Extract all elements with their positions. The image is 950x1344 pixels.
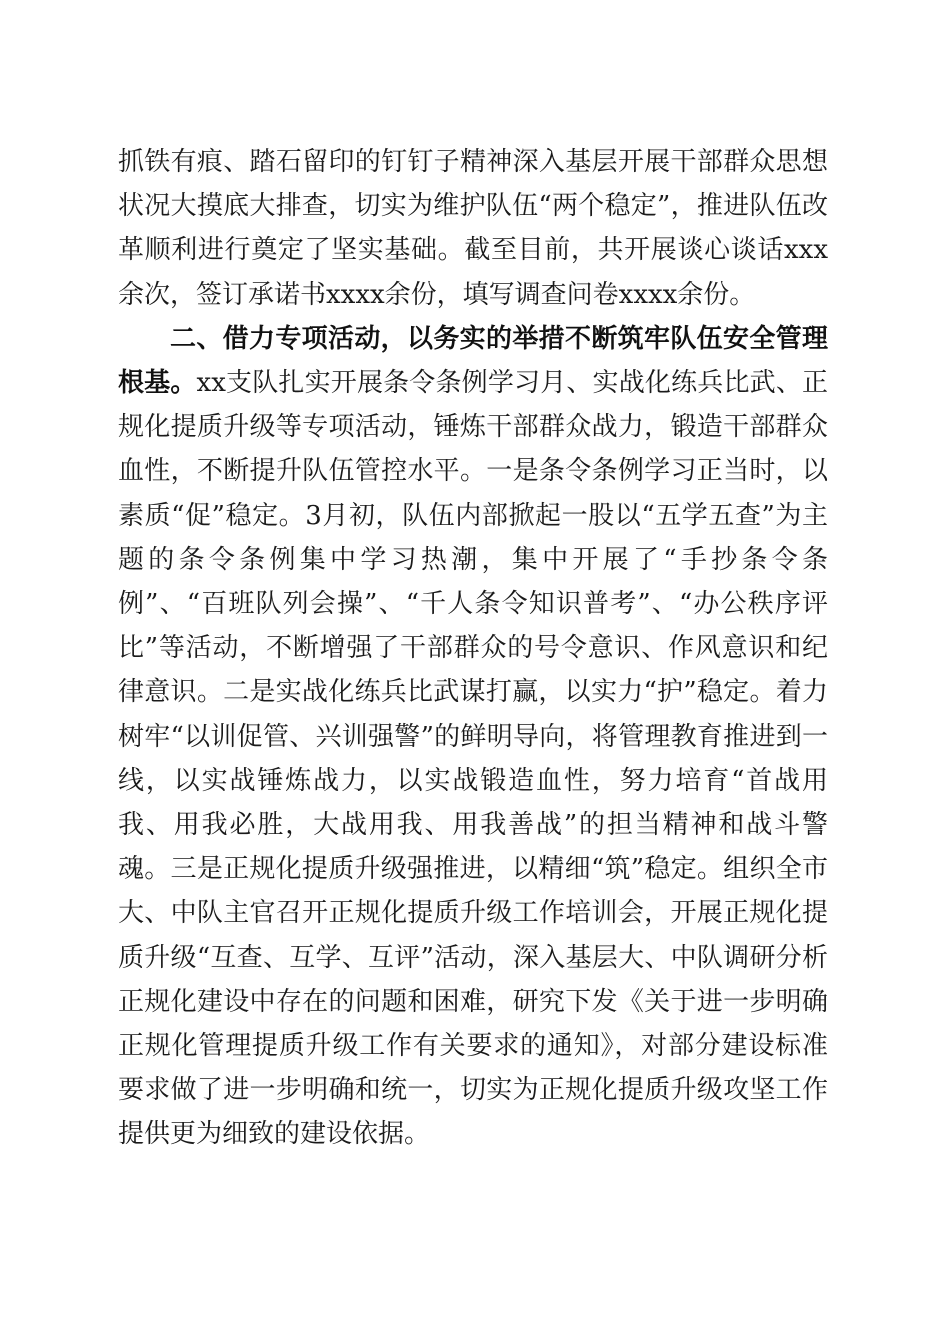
paragraph-text: xx支队扎实开展条令条例学习月、实战化练兵比武、正规化提质升级等专项活动，锤炼干部群众战力，锻造干部群众血性，不断提升队伍管控水平。一是条令条例学习正当时，以素质“促”稳定。3月初，队伍内部掀起一股以“五学五查”为主题的条令条例集中学习热潮，集中开展了“手抄条令条例”、“百班队列会操”、“千人条令知识普考”、“办公秩序评比”等活动，不断增强了干部群众的号令意识、作风意识和纪律意识。二是实战化练兵比武谋打赢，以实力“护”稳定。着力树牢“以训促管、兴训强警”的鲜明导向，将管理教育推进到一线，以实战锤炼战力，以实战锻造血性，努力培育“首战用我、用我必胜，大战用我、用我善战”的担当精神和战斗警魂。三是正规化提质升级强推进，以精细“筑”稳定。组织全市大、中队主官召开正规化提质升级工作培训会，开展正规化提质升级“互查、互学、互评”活动，深入基层大、中队调研分析正规化建设中存在的问题和困难，研究下发《关于进一步明确正规化管理提质升级工作有关要求的通知》，对部分建设标准要求做了进一步明确和统一，切实为正规化提质升级攻坚工作提供更为细致的建设依据。 [118,368,828,1150]
paragraph-continuation [118,140,828,317]
section-heading: 二、借力专项活动，以务实的举措不断筑牢队伍安全管理根基。 [118,323,828,399]
paragraph-section-two [118,317,828,1157]
paragraph-text: 抓铁有痕、踏石留印的钉钉子精神深入基层开展干部群众思想状况大摸底大排查，切实为维护队伍“两个稳定”，推进队伍改革顺利进行奠定了坚实基础。截至目前，共开展谈心谈话xxx余次，签订承诺书xxxx余份，填写调查问卷xxxx余份。 [118,147,828,310]
document-body [118,140,828,1157]
